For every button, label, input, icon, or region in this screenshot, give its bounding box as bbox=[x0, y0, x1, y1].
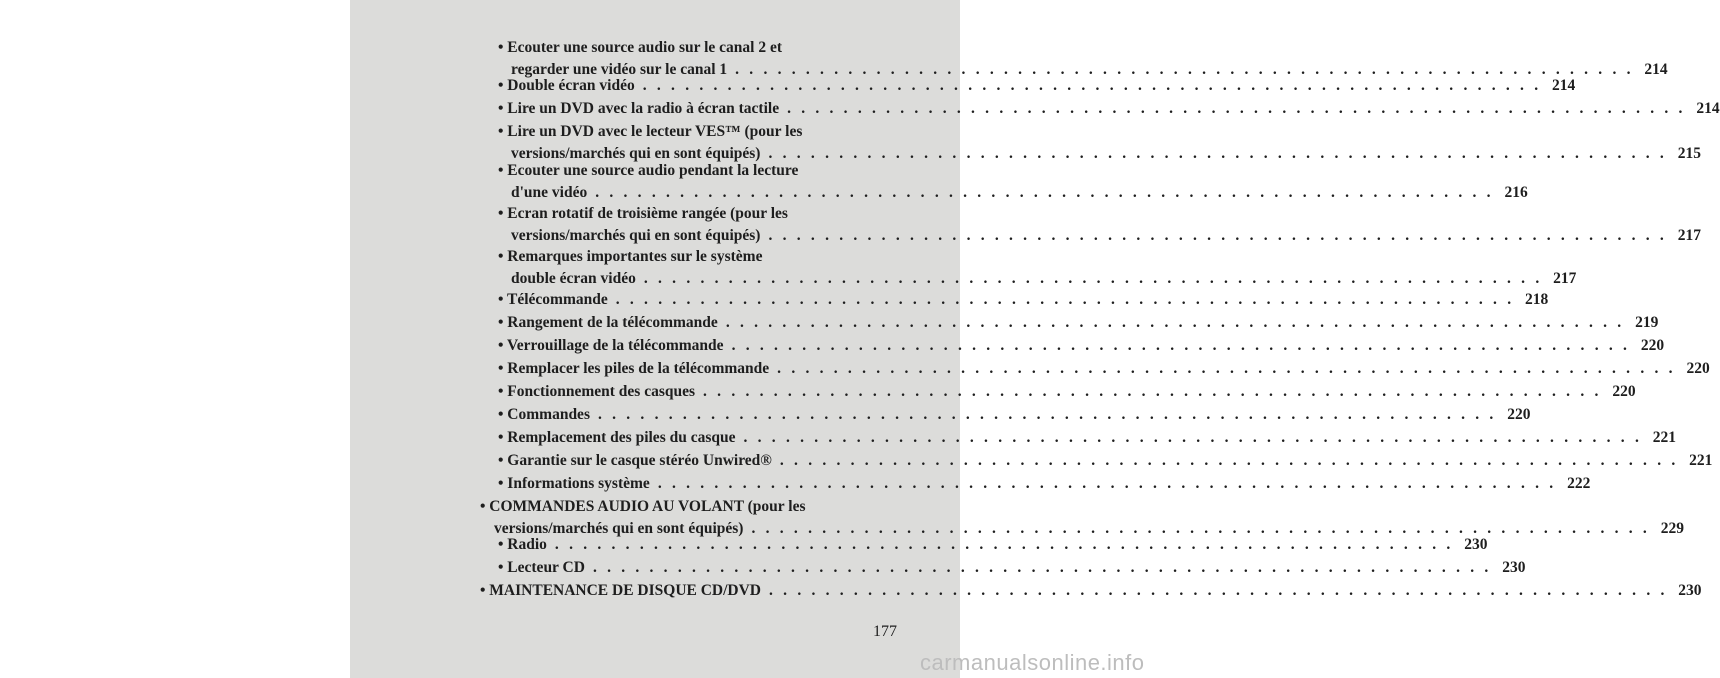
toc-entry-line: • Ecouter une source audio pendant la lecture bbox=[498, 162, 799, 179]
toc-page-number: 218 bbox=[1525, 291, 1549, 308]
leader-dots bbox=[761, 580, 1674, 602]
toc-entry-label: • Commandes bbox=[498, 406, 590, 423]
toc-entry[interactable] bbox=[498, 557, 1526, 579]
leader-dots bbox=[760, 225, 1673, 247]
toc-entry-label: versions/marchés qui en sont équipés) bbox=[494, 520, 744, 537]
toc-entry[interactable] bbox=[498, 312, 1659, 334]
toc-entry-line: • Ecran rotatif de troisième rangée (pour les bbox=[498, 205, 788, 222]
toc-entry-label: • Fonctionnement des casques bbox=[498, 383, 696, 400]
leader-dots bbox=[650, 473, 1563, 495]
toc-entry-label: • Télécommande bbox=[498, 291, 608, 308]
toc-entry-label: • Garantie sur le casque stéréo Unwired® bbox=[498, 452, 772, 469]
leader-dots bbox=[760, 143, 1673, 165]
toc-entry[interactable] bbox=[498, 404, 1531, 426]
toc-entry-label: • Lire un DVD avec la radio à écran tactile bbox=[498, 100, 780, 117]
toc-entry[interactable] bbox=[498, 534, 1488, 556]
leader-dots bbox=[608, 289, 1521, 311]
toc-entry[interactable] bbox=[498, 289, 1549, 311]
toc-entry-line: • Lire un DVD avec le lecteur VES™ (pour les bbox=[498, 123, 803, 140]
leader-dots bbox=[587, 182, 1500, 204]
toc-page-number: 230 bbox=[1502, 559, 1526, 576]
toc-entry-label: • Remplacer les piles de la télécommande bbox=[498, 360, 770, 377]
toc-entry-label: • Verrouillage de la télécommande bbox=[498, 337, 724, 354]
toc-page-number: 222 bbox=[1567, 475, 1591, 492]
toc-entry[interactable] bbox=[498, 450, 1713, 472]
toc-entry-label: double écran vidéo bbox=[511, 270, 636, 287]
toc-entry[interactable] bbox=[498, 381, 1636, 403]
toc-page-number: 230 bbox=[1464, 536, 1488, 553]
toc-entry[interactable] bbox=[498, 473, 1591, 495]
leader-dots bbox=[779, 98, 1692, 120]
toc-page-number: 219 bbox=[1635, 314, 1659, 331]
leader-dots bbox=[590, 404, 1503, 426]
toc-page-number: 229 bbox=[1660, 520, 1684, 537]
leader-dots bbox=[636, 268, 1549, 290]
toc-entry-label: regarder une vidéo sur le canal 1 bbox=[511, 61, 728, 78]
toc-page-number: 230 bbox=[1678, 582, 1702, 599]
leader-dots bbox=[772, 450, 1685, 472]
toc-entry-label: • MAINTENANCE DE DISQUE CD/DVD bbox=[480, 582, 762, 599]
leader-dots bbox=[635, 75, 1548, 97]
toc-entry[interactable] bbox=[498, 98, 1720, 120]
leader-dots bbox=[724, 335, 1637, 357]
toc-entry[interactable] bbox=[480, 580, 1702, 602]
toc-page-number: 214 bbox=[1696, 100, 1720, 117]
toc-page-number: 220 bbox=[1686, 360, 1710, 377]
leader-dots bbox=[547, 534, 1460, 556]
toc-entry-label: versions/marchés qui en sont équipés) bbox=[511, 227, 761, 244]
toc-page-number: 215 bbox=[1677, 145, 1701, 162]
watermark: carmanualsonline.info bbox=[920, 650, 1145, 675]
leader-dots bbox=[585, 557, 1498, 579]
manual-page bbox=[350, 0, 1720, 678]
toc-page-number: 220 bbox=[1612, 383, 1636, 400]
toc-entry-label: • Double écran vidéo bbox=[498, 77, 635, 94]
page-number: 177 bbox=[873, 623, 897, 640]
toc-entry-label: d'une vidéo bbox=[511, 184, 588, 201]
toc-page-number: 217 bbox=[1677, 227, 1701, 244]
toc-entry[interactable] bbox=[498, 203, 1701, 247]
toc-entry-line: • COMMANDES AUDIO AU VOLANT (pour les bbox=[480, 498, 806, 515]
toc-entry[interactable] bbox=[498, 427, 1677, 449]
toc-page-number: 217 bbox=[1553, 270, 1577, 287]
toc-page-number: 214 bbox=[1644, 61, 1668, 78]
leader-dots bbox=[769, 358, 1682, 380]
leader-dots bbox=[695, 381, 1608, 403]
toc-page-number: 220 bbox=[1507, 406, 1531, 423]
toc-entry-label: • Lecteur CD bbox=[498, 559, 585, 576]
blank-left-margin bbox=[0, 0, 350, 678]
toc-entry[interactable] bbox=[498, 121, 1701, 165]
toc-entry[interactable] bbox=[498, 160, 1528, 204]
toc-entry-line: • Remarques importantes sur le système bbox=[498, 248, 763, 265]
toc-entry-label: • Rangement de la télécommande bbox=[498, 314, 718, 331]
toc-entry-label: • Remplacement des piles du casque bbox=[498, 429, 736, 446]
toc-page-number: 214 bbox=[1552, 77, 1576, 94]
toc-page-number: 216 bbox=[1504, 184, 1528, 201]
toc-entry[interactable] bbox=[498, 75, 1576, 97]
toc-entry-line: • Ecouter une source audio sur le canal 2 et bbox=[498, 39, 782, 56]
toc-page-number: 220 bbox=[1640, 337, 1665, 354]
toc-entry-label: • Radio bbox=[498, 536, 547, 553]
toc-entry-label: versions/marchés qui en sont équipés) bbox=[511, 145, 761, 162]
toc-page-number: 221 bbox=[1689, 452, 1713, 469]
toc-entry[interactable] bbox=[498, 335, 1665, 357]
leader-dots bbox=[718, 312, 1631, 334]
toc-entry-label: • Informations système bbox=[498, 475, 650, 492]
toc-page-number: 221 bbox=[1652, 429, 1677, 446]
toc-entry[interactable] bbox=[498, 358, 1710, 380]
leader-dots bbox=[736, 427, 1649, 449]
toc-entry[interactable] bbox=[498, 246, 1577, 290]
